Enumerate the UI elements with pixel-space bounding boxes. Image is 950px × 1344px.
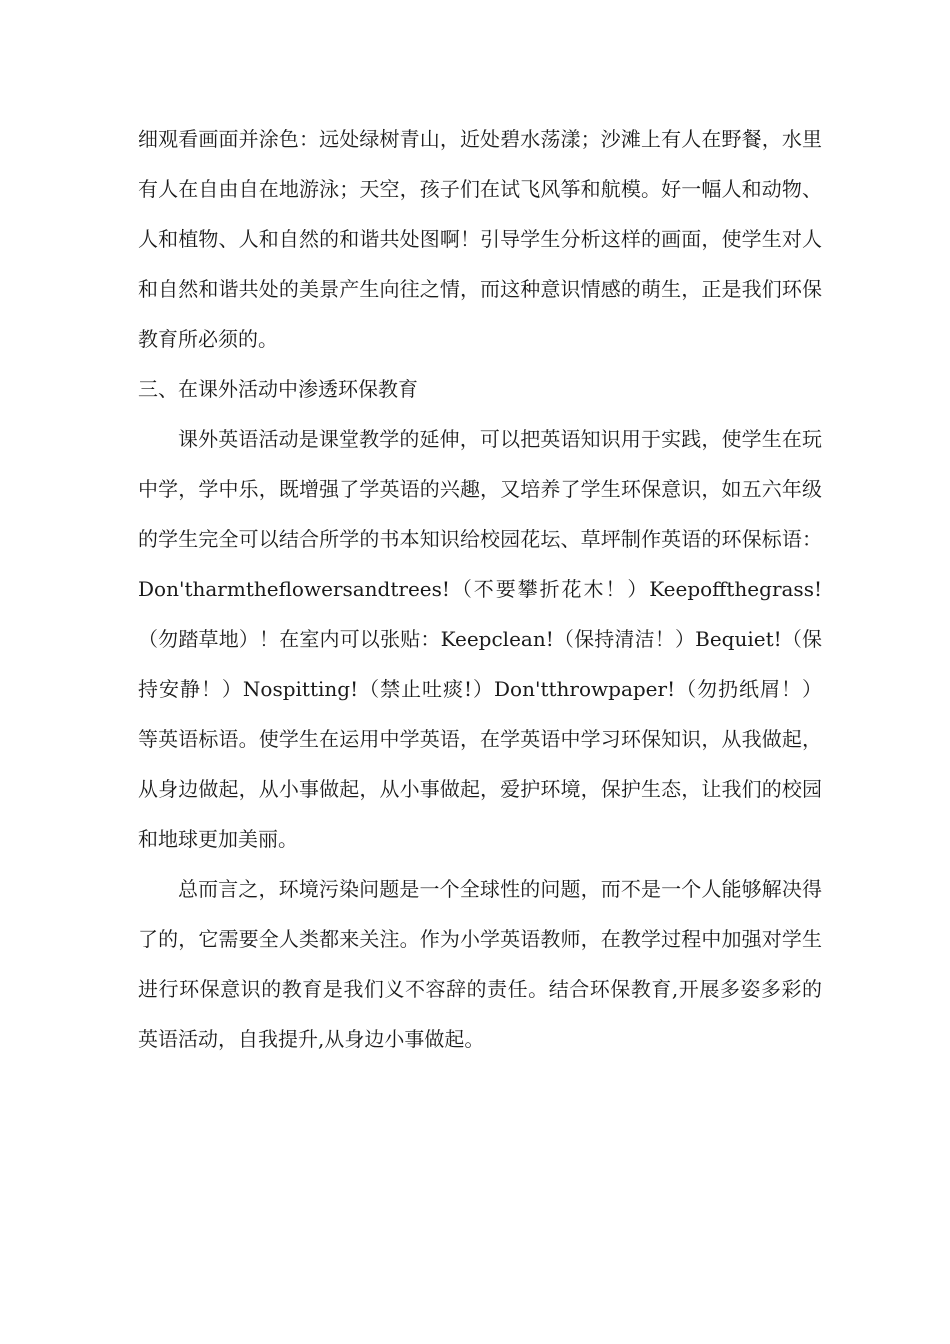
paragraph-extracurricular: 课外英语活动是课堂教学的延伸，可以把英语知识用于实践，使学生在玩中学，学中乐，既增强了学英语的兴趣，又培养了学生环保意识，如五六年级的学生完全可以结合所学的书本知识给校园花坛、草坪制作英语的环保标语：Don'tharmtheflowersandtrees!（不要攀折花木！）Keepoffthegrass!（勿踏草地）！在室内可以张贴：Keepclean!（保持清洁！）Bequiet!（保持安静！）Nospitting!（禁止吐痰!）Don'tthrowpaper!（勿扔纸屑！）等英语标语。使学生在运用中学英语，在学英语中学习环保知识，从我做起，从身边做起，从小事做起，从小事做起，爱护环境，保护生态，让我们的校园和地球更加美丽。 xyxy=(138,427,822,851)
paragraph-conclusion: 总而言之，环境污染问题是一个全球性的问题，而不是一个人能够解决得了的，它需要全人类都来关注。作为小学英语教师，在教学过程中加强对学生进行环保意识的教育是我们义不容辞的责任。结合环保教育,开展多姿多彩的英语活动，自我提升,从身边小事做起。 xyxy=(138,877,822,1051)
section-heading: 三、在课外活动中渗透环保教育 xyxy=(138,377,418,401)
paragraph-continuation: 细观看画面并涂色：远处绿树青山，近处碧水荡漾；沙滩上有人在野餐，水里有人在自由自在地游泳；天空，孩子们在试飞风筝和航模。好一幅人和动物、人和植物、人和自然的和谐共处图啊！引导学生分析这样的画面，使学生对人和自然和谐共处的美景产生向往之情，而这种意识情感的萌生，正是我们环保教育所必须的。 xyxy=(138,127,822,351)
document-body xyxy=(138,114,822,1064)
